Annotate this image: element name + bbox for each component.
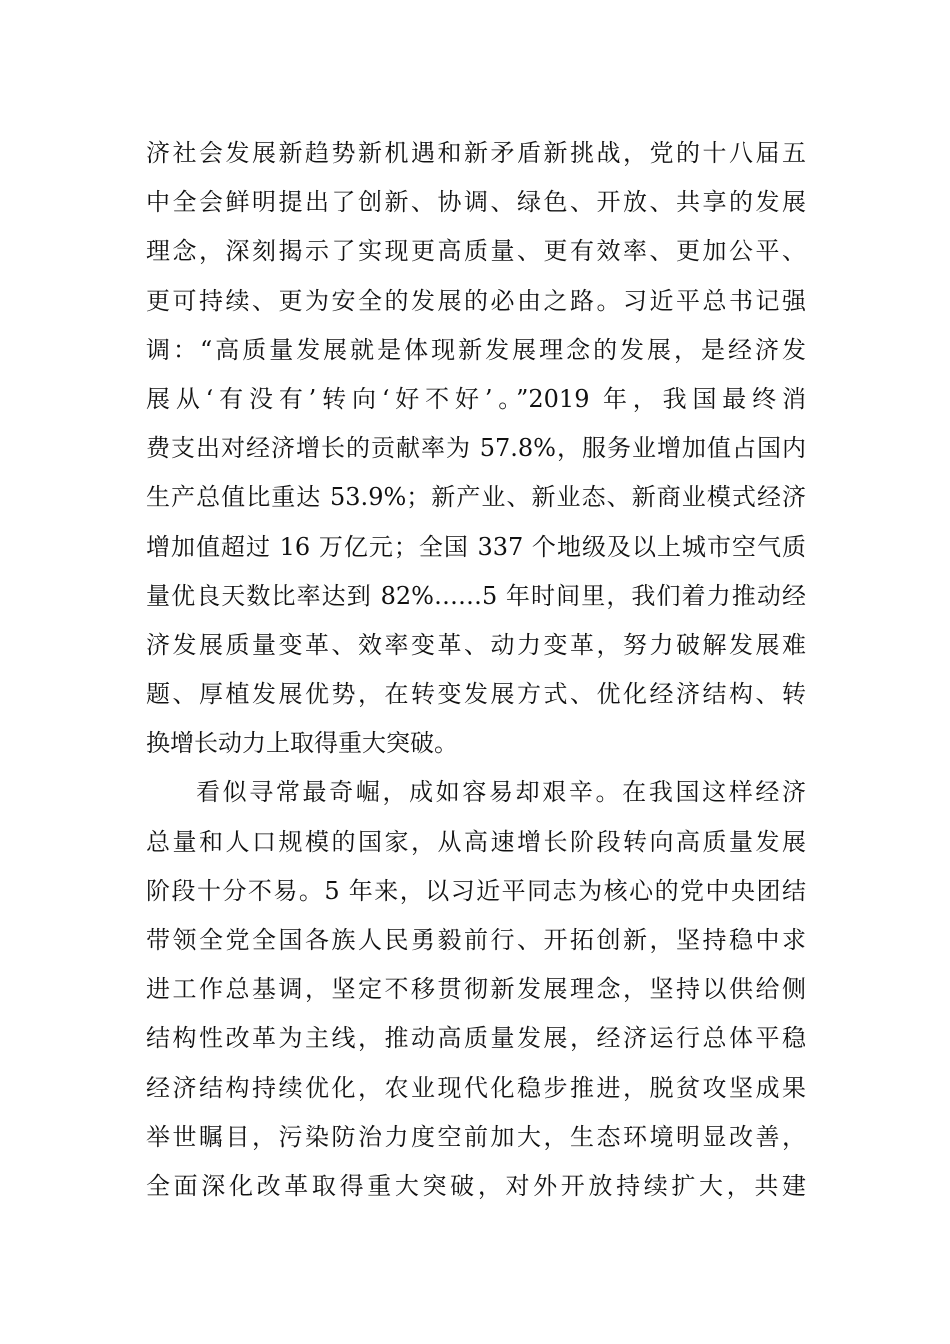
- text-line: 进工作总基调，坚定不移贯彻新发展理念，坚持以供给侧: [146, 975, 806, 1004]
- text-line: 总量和人口规模的国家，从高速增长阶段转向高质量发展: [146, 827, 806, 856]
- text-line: 理念，深刻揭示了实现更高质量、更有效率、更加公平、: [146, 237, 806, 266]
- text-line: 量优良天数比率达到 82%……5 年时间里，我们着力推动经: [146, 581, 806, 610]
- text-line: 题、厚植发展优势，在转变发展方式、优化经济结构、转: [146, 680, 806, 709]
- text-line: 换增长动力上取得重大突破。: [146, 729, 458, 758]
- text-line: 中全会鲜明提出了创新、协调、绿色、开放、共享的发展: [146, 188, 806, 217]
- text-line: 结构性改革为主线，推动高质量发展，经济运行总体平稳: [146, 1024, 806, 1053]
- text-line: 费支出对经济增长的贡献率为 57.8%，服务业增加值占国内: [146, 434, 806, 463]
- text-line: 调：“高质量发展就是体现新发展理念的发展，是经济发: [146, 335, 806, 364]
- text-line: 阶段十分不易。5 年来，以习近平同志为核心的党中央团结: [146, 876, 806, 905]
- text-line: 济发展质量变革、效率变革、动力变革，努力破解发展难: [146, 630, 806, 659]
- text-line: 看似寻常最奇崛，成如容易却艰辛。在我国这样经济: [196, 778, 806, 807]
- paragraph-2: [146, 768, 806, 1211]
- text-line: 生产总值比重达 53.9%；新产业、新业态、新商业模式经济: [146, 483, 806, 512]
- text-line: 带领全党全国各族人民勇毅前行、开拓创新，坚持稳中求: [146, 926, 806, 954]
- text-line: 举世瞩目，污染防治力度空前加大，生态环境明显改善，: [146, 1122, 806, 1151]
- text-line: 展从‘有没有’转向‘好不好’。”2019 年，我国最终消: [146, 384, 806, 413]
- paragraph-1: [146, 129, 806, 768]
- text-line: 更可持续、更为安全的发展的必由之路。习近平总书记强: [146, 286, 806, 315]
- text-line: 全面深化改革取得重大突破，对外开放持续扩大，共建: [146, 1171, 806, 1200]
- body-text: [146, 129, 806, 1211]
- text-line: 增加值超过 16 万亿元；全国 337 个地级及以上城市空气质: [146, 532, 806, 561]
- text-line: 经济结构持续优化，农业现代化稳步推进，脱贫攻坚成果: [146, 1073, 806, 1102]
- text-line: 济社会发展新趋势新机遇和新矛盾新挑战，党的十八届五: [146, 139, 806, 167]
